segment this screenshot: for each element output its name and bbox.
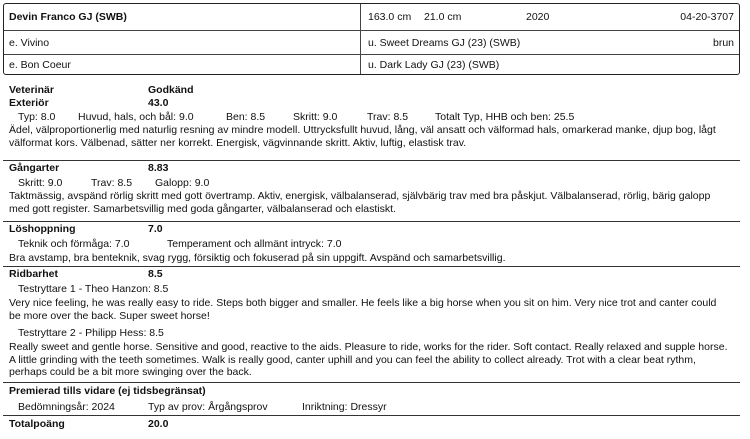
gaits-text: Taktmässig, avspänd rörlig skritt med gott övertramp. Aktiv, energisk, välbalanserad, självbärig trav med bra påskjut. Välbalanserad, rörlig, bärig galopp med gott register. Samarbetsvillig med goda gångarter, välbalanserad och elastiskt. <box>9 190 711 215</box>
premiered-year: Bedömningsår: 2024 <box>18 401 115 413</box>
riding-rider-1: Testryttare 1 - Theo Hanzon: 8.5 <box>18 283 169 295</box>
exterior-sub-walk: Skritt: 9.0 <box>293 111 338 123</box>
header-vertical-divider <box>360 4 361 74</box>
riding-label: Ridbarhet <box>9 268 59 280</box>
divider <box>3 415 740 416</box>
exterior-sub-type: Typ: 8.0 <box>18 111 56 123</box>
registration-id: 04-20-3707 <box>680 11 734 23</box>
exterior-sub-legs: Ben: 8.5 <box>226 111 266 123</box>
cannon-value: 21.0 cm <box>424 11 462 23</box>
exterior-text: Ädel, välproportionerlig med naturlig resning av mindre modell. Uttrycksfullt huvud, lång, väl ansatt och välformad hals, omarkerad manke, djup bog, lågt välformat kors. Välbenad, sätter ner korrekt. Energisk, vägvinnande skritt. Aktiv, luftig, elastisk trav. <box>9 124 716 149</box>
premiered-label: Premierad tills vidare (ej tidsbegränsat) <box>9 385 206 397</box>
total-label: Totalpoäng <box>9 418 65 430</box>
jumping-score: 7.0 <box>148 223 163 235</box>
exterior-sub-trot: Trav: 8.5 <box>367 111 409 123</box>
divider <box>3 382 740 383</box>
exterior-sub-head-neck: Huvud, hals, och bål: 9.0 <box>78 111 194 123</box>
dam-sire: e. Bon Coeur <box>9 59 71 71</box>
gaits-label: Gångarter <box>9 162 60 174</box>
riding-text-2: Really sweet and gentle horse. Sensitive and good, reactive to the aids. Pleasure to ride, works for the rider. Soft contact. Really relaxed and supple horse. A little grinding with the teeth sometimes. Walk is really good, canter uphill and you can feel the ability to collect already. Trot with a clear beat rythm, perhaps could be a bit more swinging over the back. <box>9 341 728 379</box>
riding-text-1: Very nice feeling, he was really easy to ride. Steps both bigger and smaller. He feels like a big horse when you sit on him. Very nice trot and canter could be more over the back. Super sweet horse! <box>9 297 717 322</box>
header-divider-2 <box>4 54 739 55</box>
gaits-sub-walk: Skritt: 9.0 <box>18 177 63 189</box>
jumping-sub-technique: Teknik och förmåga: 7.0 <box>18 238 130 250</box>
sire: e. Vivino <box>9 37 50 49</box>
total-score: 20.0 <box>148 418 169 430</box>
divider <box>3 266 740 267</box>
vet-value: Godkänd <box>148 84 194 96</box>
jumping-text: Bra avstamp, bra benteknik, svag rygg, försiktig och fokuserad på sin uppgift. Avspänd och samarbetsvillig. <box>9 252 506 264</box>
divider <box>3 221 740 222</box>
jumping-label: Löshoppning <box>9 223 76 235</box>
gaits-sub-trot: Trav: 8.5 <box>91 177 133 189</box>
birth-year: 2020 <box>526 11 550 23</box>
riding-rider-2: Testryttare 2 - Philipp Hess: 8.5 <box>18 327 164 339</box>
gaits-sub-canter: Galopp: 9.0 <box>155 177 210 189</box>
header-divider-1 <box>4 30 739 31</box>
coat-color: brun <box>712 37 734 49</box>
vet-label: Veterinär <box>9 84 54 96</box>
header-box <box>3 3 740 75</box>
gaits-score: 8.83 <box>148 162 169 174</box>
exterior-score: 43.0 <box>148 97 169 109</box>
exterior-sub-total: Totalt Typ, HHB och ben: 25.5 <box>435 111 575 123</box>
riding-score: 8.5 <box>148 268 163 280</box>
jumping-sub-temperament: Temperament och allmänt intryck: 7.0 <box>167 238 342 250</box>
premiered-discipline: Inriktning: Dressyr <box>302 401 387 413</box>
dam: u. Sweet Dreams GJ (23) (SWB) <box>368 37 521 49</box>
premiered-type: Typ av prov: Årgångsprov <box>148 401 268 413</box>
height-value: 163.0 cm <box>368 11 412 23</box>
dam-dam: u. Dark Lady GJ (23) (SWB) <box>368 59 500 71</box>
divider <box>3 160 740 161</box>
horse-name: Devin Franco GJ (SWB) <box>9 11 127 23</box>
exterior-label: Exteriör <box>9 97 49 109</box>
